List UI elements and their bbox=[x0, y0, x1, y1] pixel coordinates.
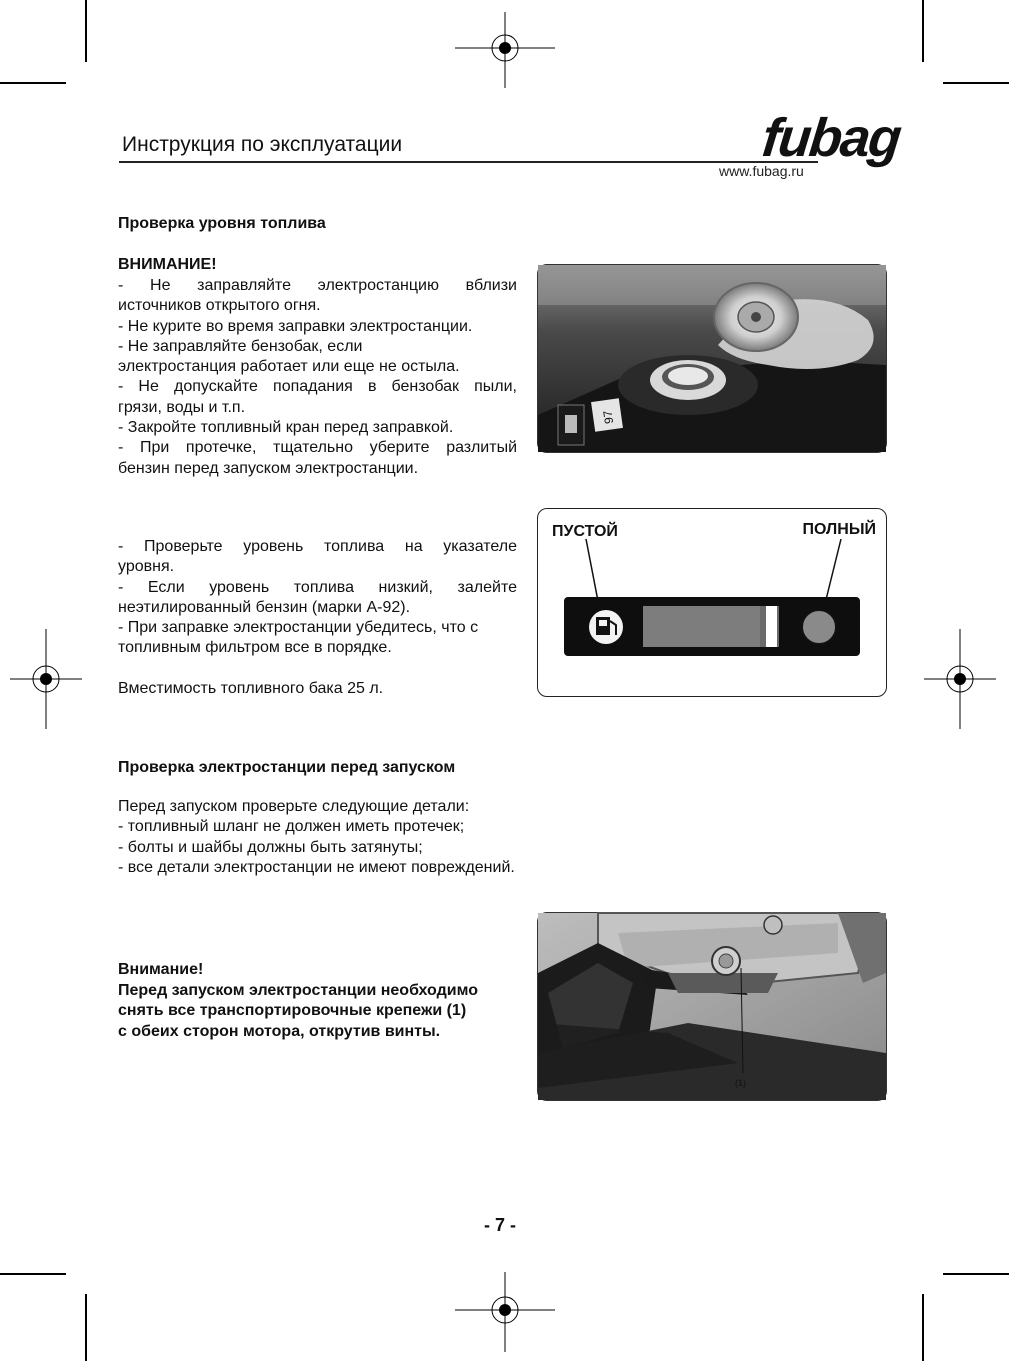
list-item: - топливный шланг не должен иметь протечек; bbox=[118, 818, 465, 836]
warning-list bbox=[118, 276, 517, 479]
crop-mark bbox=[922, 0, 924, 62]
list-item: источников открытого огня. bbox=[118, 297, 321, 315]
list-item: неэтилированный бензин (марки А-92). bbox=[118, 598, 411, 616]
crop-mark bbox=[85, 0, 87, 62]
fuel-tank-illustration bbox=[538, 265, 886, 452]
list-item: - Закройте топливный кран перед заправкой. bbox=[118, 419, 454, 437]
tank-capacity: Вместимость топливного бака 25 л. bbox=[118, 679, 384, 697]
list-item: - болты и шайбы должны быть затянуты; bbox=[118, 838, 423, 856]
fuel-tank-photo bbox=[537, 264, 887, 453]
header-rule bbox=[119, 161, 818, 163]
full-icon bbox=[802, 610, 836, 644]
registration-mark bbox=[455, 1260, 555, 1360]
list-intro: Перед запуском проверьте следующие детали: bbox=[118, 798, 470, 815]
warning-title: ВНИМАНИЕ! bbox=[118, 256, 217, 273]
attention-line: с обеих сторон мотора, открутив винты. bbox=[118, 1022, 441, 1040]
crop-mark bbox=[943, 82, 1009, 84]
attention-line: снять все транспортировочные крепежи (1) bbox=[118, 1002, 467, 1019]
crop-mark bbox=[922, 1294, 924, 1361]
pre-start-list bbox=[118, 797, 558, 878]
list-item: электростанция работает или еще не остыла. bbox=[118, 358, 460, 376]
list-item: - При протечке, тщательно уберите разлитый bbox=[118, 439, 517, 457]
list-item: - Не курите во время заправки электростанции. bbox=[118, 317, 473, 335]
registration-mark bbox=[910, 629, 1010, 729]
list-item: - Не заправляйте бензобак, если bbox=[118, 337, 363, 355]
list-item: - Не допускайте попадания в бензобак пыли, bbox=[118, 378, 517, 396]
crop-mark bbox=[943, 1273, 1009, 1275]
crop-mark bbox=[0, 1273, 66, 1275]
empty-label: ПУСТОЙ bbox=[552, 523, 618, 540]
list-item: уровня. bbox=[118, 558, 175, 576]
registration-mark bbox=[0, 629, 96, 729]
list-item: топливным фильтром все в порядке. bbox=[118, 639, 392, 657]
website-link[interactable]: www.fubag.ru bbox=[719, 163, 804, 179]
fuel-check-heading: Проверка уровня топлива bbox=[118, 215, 326, 232]
crop-mark bbox=[85, 1294, 87, 1361]
list-item: - Если уровень топлива низкий, залейте bbox=[118, 578, 517, 596]
list-item: - При заправке электростанции убедитесь, что с bbox=[118, 619, 479, 637]
fuel-gauge-diagram bbox=[537, 508, 887, 697]
transport-bracket-photo bbox=[537, 912, 887, 1101]
list-item: бензин перед запуском электростанции. bbox=[118, 459, 419, 477]
level-fill bbox=[643, 606, 760, 647]
pre-start-heading: Проверка электростанции перед запуском bbox=[118, 759, 456, 776]
full-label: ПОЛНЫЙ bbox=[802, 521, 876, 538]
page-number: - 7 - bbox=[484, 1215, 517, 1235]
list-item: - все детали электростанции не имеют повреждений. bbox=[118, 858, 515, 876]
attention-line: Перед запуском электростанции необходимо bbox=[118, 981, 479, 999]
crop-mark bbox=[0, 82, 66, 84]
svg-text:97: 97 bbox=[600, 409, 617, 425]
level-indicator bbox=[766, 606, 777, 647]
svg-text:fubag: fubag bbox=[759, 108, 903, 168]
list-item: грязи, воды и т.п. bbox=[118, 398, 246, 416]
fuel-instructions bbox=[118, 537, 517, 699]
list-item: - Не заправляйте электростанцию вблизи bbox=[118, 277, 517, 294]
registration-mark bbox=[455, 0, 555, 100]
callout-label: (1) bbox=[735, 1078, 746, 1088]
attention-title: Внимание! bbox=[118, 961, 204, 978]
transport-bracket-illustration bbox=[538, 913, 886, 1100]
attention-block bbox=[118, 960, 478, 1042]
list-item: - Проверьте уровень топлива на указателе bbox=[118, 538, 517, 555]
gauge-illustration bbox=[538, 509, 886, 696]
header-title: Инструкция по эксплуатации bbox=[122, 133, 403, 156]
